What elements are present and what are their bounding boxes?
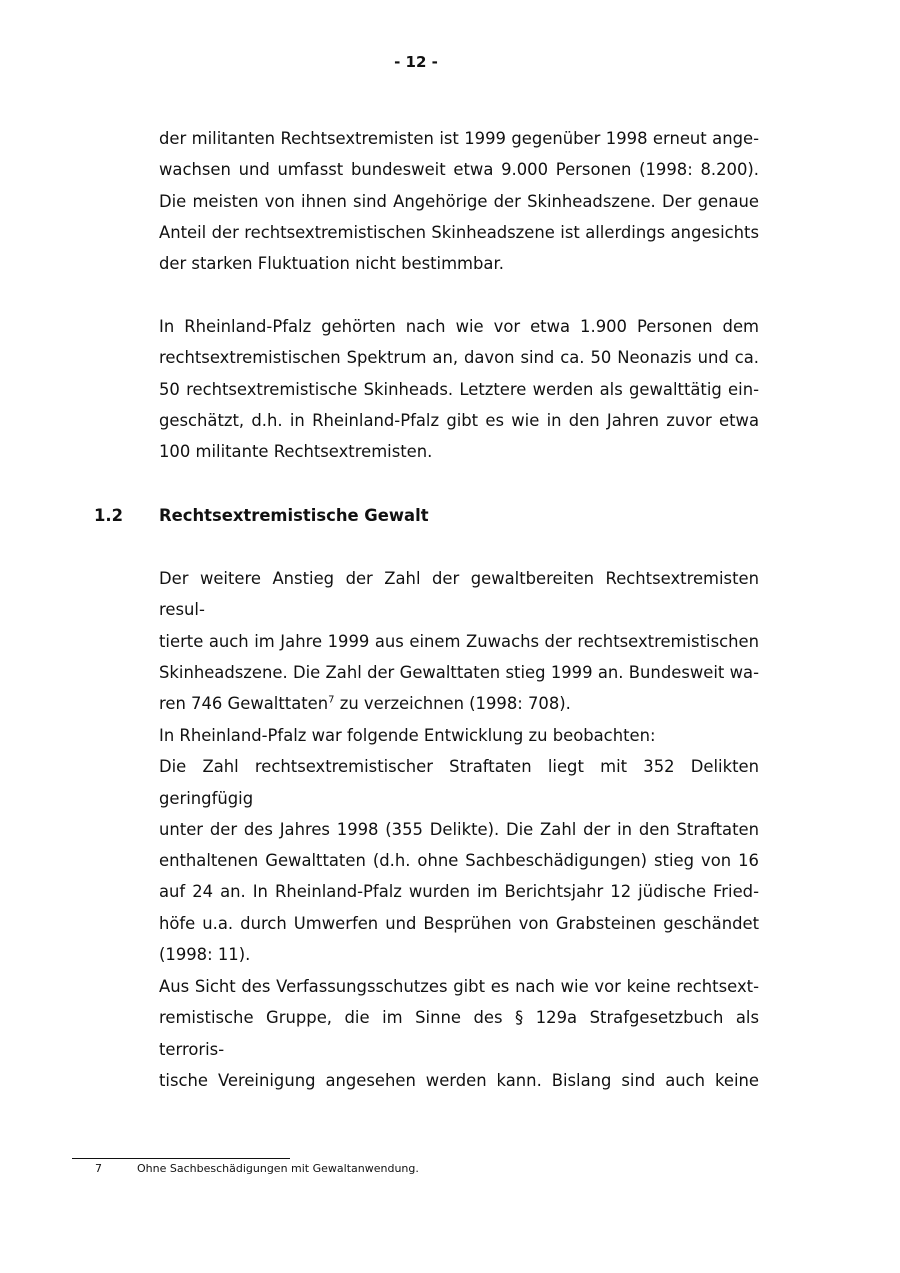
paragraph-rheinland-pfalz-spektrum xyxy=(159,311,759,467)
footnote-reference[interactable]: 7 xyxy=(328,694,335,706)
text-line: auf 24 an. In Rheinland-Pfalz wurden im Berichtsjahr 12 jüdische Fried- xyxy=(159,882,759,902)
footnote-text: Ohne Sachbeschädigungen mit Gewaltanwendung. xyxy=(137,1162,419,1175)
text-line: der starken Fluktuation nicht bestimmbar. xyxy=(159,254,504,274)
paragraph-anstieg-gewalt xyxy=(159,563,759,719)
text-line: In Rheinland-Pfalz war folgende Entwicklung zu beobachten: xyxy=(159,726,656,745)
footnote-separator xyxy=(72,1158,290,1159)
text-line: Anteil der rechtsextremistischen Skinheadszene ist allerdings angesichts xyxy=(159,222,759,242)
text-line: tische Vereinigung angesehen werden kann. Bislang sind auch keine xyxy=(159,1070,759,1090)
text-line: (1998: 11). xyxy=(159,945,251,965)
text-line xyxy=(159,688,759,719)
text-fragment: ren 746 Gewalttaten xyxy=(159,694,329,714)
text-line: enthaltenen Gewalttaten (d.h. ohne Sachbeschädigungen) stieg von 16 xyxy=(159,851,759,871)
text-fragment: zu verzeichnen (1998: 708). xyxy=(334,694,571,714)
paragraph-entwicklung-rlp xyxy=(159,720,759,970)
text-line: geschätzt, d.h. in Rheinland-Pfalz gibt es wie in den Jahren zuvor etwa xyxy=(159,410,759,430)
text-line: Aus Sicht des Verfassungsschutzes gibt es nach wie vor keine rechtsext- xyxy=(159,977,759,996)
text-line: höfe u.a. durch Umwerfen und Besprühen von Grabsteinen geschändet xyxy=(159,913,759,933)
page-number: - 12 - xyxy=(394,53,438,71)
text-line: Skinheadszene. Die Zahl der Gewalttaten stieg 1999 an. Bundesweit wa- xyxy=(159,662,759,682)
section-number: 1.2 xyxy=(94,506,124,525)
text-line: wachsen und umfasst bundesweit etwa 9.000 Personen (1998: 8.200). xyxy=(159,160,759,180)
paragraph-verfassungsschutz xyxy=(159,971,759,1096)
text-line: der militanten Rechtsextremisten ist 1999 gegenüber 1998 erneut ange- xyxy=(159,129,759,148)
text-line: Die meisten von ihnen sind Angehörige der Skinheadszene. Der genaue xyxy=(159,191,759,211)
text-line: Die Zahl rechtsextremistischer Straftaten liegt mit 352 Delikten geringfügig xyxy=(159,757,759,808)
text-line: In Rheinland-Pfalz gehörten nach wie vor etwa 1.900 Personen dem xyxy=(159,317,759,336)
text-line: Der weitere Anstieg der Zahl der gewaltbereiten Rechtsextremisten resul- xyxy=(159,569,759,620)
paragraph-militant-rechtsextremisten xyxy=(159,123,759,279)
footnote-number: 7 xyxy=(95,1162,102,1175)
text-line: 100 militante Rechtsextremisten. xyxy=(159,442,433,462)
text-line: 50 rechtsextremistische Skinheads. Letztere werden als gewalttätig ein- xyxy=(159,379,759,399)
text-line: unter der des Jahres 1998 (355 Delikte). Die Zahl der in den Straftaten xyxy=(159,819,759,839)
text-line: tierte auch im Jahre 1999 aus einem Zuwachs der rechtsextremistischen xyxy=(159,631,759,651)
section-title: Rechtsextremistische Gewalt xyxy=(159,506,429,525)
text-line: remistische Gruppe, die im Sinne des § 129a Strafgesetzbuch als terroris- xyxy=(159,1008,759,1059)
text-line: rechtsextremistischen Spektrum an, davon sind ca. 50 Neonazis und ca. xyxy=(159,348,759,368)
